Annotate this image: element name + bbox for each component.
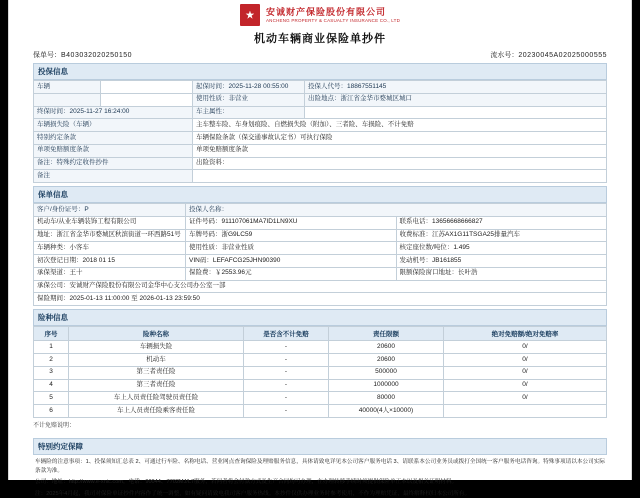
cell-limit: 40000(4人×10000) xyxy=(329,405,444,418)
cell-deductible: - xyxy=(244,379,329,392)
table-row xyxy=(34,405,607,418)
table-header-row xyxy=(34,327,607,341)
cell-label: 出险地点：浙江省金华市婺城区城口 xyxy=(305,93,607,106)
insured-info-table xyxy=(33,203,607,306)
cell-value: 车辆种类：小客车 xyxy=(34,242,186,255)
table-row xyxy=(34,93,607,106)
cell-limit: 500000 xyxy=(329,366,444,379)
document-meta xyxy=(9,50,631,63)
cell-excess: 0/ xyxy=(444,354,607,367)
cell-label: 单项免赔额度条款 xyxy=(34,144,193,157)
cell-name: 机动车 xyxy=(69,354,244,367)
cell-excess xyxy=(444,405,607,418)
cell-value: 出险资料： xyxy=(193,157,607,170)
cell-no: 6 xyxy=(34,405,69,418)
col-name: 险种名称 xyxy=(69,327,244,341)
cell-name: 第三者责任险 xyxy=(69,379,244,392)
cell-value: 地址：浙江省金华市婺城区秋滨街道一环西路51号 xyxy=(34,229,186,242)
table-row xyxy=(34,242,607,255)
coverage-section-title: 险种信息 xyxy=(33,309,607,326)
cell-value: 证件号码：911107061MA7ID1LN9XU xyxy=(186,216,397,229)
cell-value: 初次登记日期：2018 01 15 xyxy=(34,255,186,268)
cell-value: 承保渠道：王十 xyxy=(34,267,186,280)
cell-value: 车牌号码：浙G9LC59 xyxy=(186,229,397,242)
cell-value: 承保公司：安诚财产保险股份有限公司金华中心支公司办公室一部 xyxy=(34,280,607,293)
cell-deductible: - xyxy=(244,392,329,405)
table-row xyxy=(34,341,607,354)
cell-no: 1 xyxy=(34,341,69,354)
policy-no-value: B403032020250150 xyxy=(61,52,133,59)
cell-value: 保险期间：2025-01-13 11:00:00 至 2026-01-13 23:59:50 xyxy=(34,293,607,306)
company-name-cn: 安诚财产保险股份有限公司 xyxy=(265,6,386,17)
cell-name: 车辆损失险 xyxy=(69,341,244,354)
footer-paragraph-2: 公司：地址：http://www.e-xnic.com，电话：90044、7702MJ/L7服务，若问者将会付款方式及生产合同均可办理，在办理转移手续时须提供保险单正本以及相关证明材料。 xyxy=(35,479,458,486)
cell-value: 限额保险窗口地址：长叶浩 xyxy=(396,267,607,280)
footer-paragraph-1: 车辆险的注意事项：1、投保须知汇总表 2、可通过行车险、名称电话、营业网点查询保险及理赔服务信息，具体请致电详见本公司客户服务电话 3、请联系本公司业务员或拨打全国统一客户服务电话咨询。特殊事项请以本公司实际条款为准。 xyxy=(35,458,605,474)
cell-value xyxy=(101,93,193,106)
table-row xyxy=(34,216,607,229)
cell-value: 核定座位数/吨位：1.495 xyxy=(396,242,607,255)
coverage-note: 不计免赔说明： xyxy=(33,422,76,429)
cell-value xyxy=(305,106,607,119)
policy-no xyxy=(33,50,132,60)
cell-excess: 0/ xyxy=(444,366,607,379)
coverage-table xyxy=(33,326,607,418)
vehicle-section xyxy=(33,63,607,183)
col-deductible: 是否含不计免赔 xyxy=(244,327,329,341)
cell-limit: 20600 xyxy=(329,354,444,367)
cell-no: 2 xyxy=(34,354,69,367)
table-row xyxy=(34,392,607,405)
cell-value: 机动车/从业车辆装饰工程有限公司 xyxy=(34,216,186,229)
cell-label: 客户/身份证号：P xyxy=(34,204,186,217)
cell-label: 起保时间：2025-11-28 00:55:00 xyxy=(193,81,305,94)
table-row xyxy=(34,293,607,306)
cell-excess: 0/ xyxy=(444,341,607,354)
table-row xyxy=(34,157,607,170)
table-row xyxy=(34,106,607,119)
cell-excess: 0/ xyxy=(444,379,607,392)
table-row xyxy=(34,229,607,242)
print-no xyxy=(490,50,607,60)
cell-value: 保险费：￥2553.96元 xyxy=(186,267,397,280)
cell-value: 使用性质：非营业性质 xyxy=(186,242,397,255)
cell-value: 发动机号：JB161855 xyxy=(396,255,607,268)
cell-value: VIN码：LEFAFCG25JHN90390 xyxy=(186,255,397,268)
table-row xyxy=(34,280,607,293)
cell-deductible: - xyxy=(244,354,329,367)
cell-value: 单项免赔额度条款 xyxy=(193,144,607,157)
table-row xyxy=(34,366,607,379)
col-limit: 责任限额 xyxy=(329,327,444,341)
table-row xyxy=(34,170,607,183)
cell-limit: 1000000 xyxy=(329,379,444,392)
table-row xyxy=(34,204,607,217)
coverage-section xyxy=(33,309,607,432)
special-section-title: 特别约定保障 xyxy=(33,438,607,455)
print-no-label: 流水号： xyxy=(490,52,519,59)
cell-limit: 80000 xyxy=(329,392,444,405)
cell-name: 车上人员责任险乘客责任险 xyxy=(69,405,244,418)
table-row xyxy=(34,255,607,268)
cell-label xyxy=(34,93,101,106)
company-brand-header xyxy=(9,0,631,28)
insured-section-title: 保单信息 xyxy=(33,186,607,203)
cell-label: 特别约定条款 xyxy=(34,132,193,145)
policy-no-label: 保单号： xyxy=(33,52,61,59)
print-no-value: 20230045A02025000555 xyxy=(518,52,607,59)
vehicle-info-table xyxy=(33,80,607,183)
cell-label: 投保人名称： xyxy=(186,204,607,217)
cell-value xyxy=(193,170,607,183)
cell-value xyxy=(101,81,193,94)
insured-section xyxy=(33,186,607,306)
table-row xyxy=(34,119,607,132)
cell-value: 联系电话：13656668666827 xyxy=(396,216,607,229)
cell-label: 投保人代号：18867551145 xyxy=(305,81,607,94)
table-row xyxy=(34,267,607,280)
table-row xyxy=(34,132,607,145)
cell-name: 第三者责任险 xyxy=(69,366,244,379)
company-name-en: ANCHENG PROPERTY & CASUALTY INSURANCE CO., LTD xyxy=(265,17,401,23)
col-excess: 绝对免赔额/绝对免赔率 xyxy=(444,327,607,341)
table-row xyxy=(34,379,607,392)
cell-value: 收费标准：江苏AX1G11TSGA25排量汽车 xyxy=(396,229,607,242)
table-row xyxy=(34,144,607,157)
policy-document-page xyxy=(8,0,632,497)
cell-no: 3 xyxy=(34,366,69,379)
cell-value: 车辆保险条款（保交通事故认定书）可执行保险 xyxy=(193,132,607,145)
cell-value: 主车整车险、车身划痕险、自燃损失险（附加）、三者险、车损险、不计免赔 xyxy=(193,119,607,132)
col-no: 序号 xyxy=(34,327,69,341)
cell-label: 终保时间：2025-11-27 16:24:00 xyxy=(34,106,193,119)
page-title: 机动车辆商业保险单抄件 xyxy=(254,33,386,45)
cell-label: 车辆 xyxy=(34,81,101,94)
table-row xyxy=(34,354,607,367)
cell-no: 5 xyxy=(34,392,69,405)
table-row xyxy=(34,81,607,94)
cell-deductible: - xyxy=(244,405,329,418)
cell-name: 车上人员责任险驾驶员责任险 xyxy=(69,392,244,405)
cell-no: 4 xyxy=(34,379,69,392)
company-logo-icon xyxy=(240,4,260,26)
cell-label: 车主属性： xyxy=(193,106,305,119)
cell-limit: 20600 xyxy=(329,341,444,354)
cell-label: 使用性质：非营业 xyxy=(193,93,305,106)
footer-paragraph-3: 注：2025年4月起，我司对保险单证抄件内容作了统一调整，如有疑问请致电我司客户服务热线。本抄件仅供办理业务时参考使用，不作为理赔凭证，最终解释权归本公司所有。 xyxy=(35,490,471,497)
cell-deductible: - xyxy=(244,366,329,379)
cell-label: 备注 xyxy=(34,170,193,183)
cell-label: 备注：特殊约定收件抄件 xyxy=(34,157,193,170)
cell-deductible: - xyxy=(244,341,329,354)
vehicle-section-title: 投保信息 xyxy=(33,63,607,80)
cell-excess: 0/ xyxy=(444,392,607,405)
cell-label: 车辆损失险（车辆） xyxy=(34,119,193,132)
